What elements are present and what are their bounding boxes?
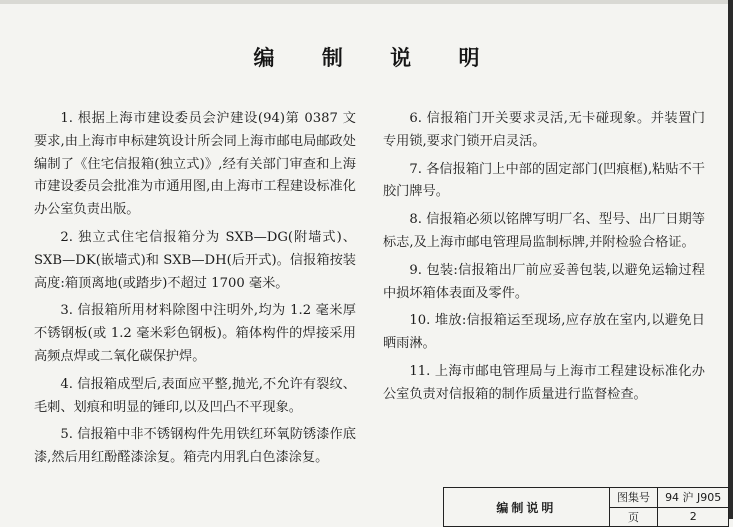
note-6: 6. 信报箱门开关要求灵活,无卡碰现象。并装置门专用锁,要求门锁开启灵活。 [383,111,705,149]
note-10: 10. 堆放:信报箱运至现场,应存放在室内,以避免日晒雨淋。 [383,313,705,352]
note-3: 3. 信报箱所用材料除图中注明外,均为 1.2 毫米厚不锈钢板(或 1.2 毫米彩色钢板)。箱体构件的焊接采用高频点焊或二氧化碳保护焊。 [34,303,356,364]
page-edge [0,0,733,4]
atlas-number-value: 94 沪 J905 [658,488,729,508]
note-4: 4. 信报箱成型后,表面应平整,抛光,不允许有裂纹、毛刺、划痕和明显的锤印,以及凹凸不平现象。 [34,376,356,415]
note-8: 8. 信报箱必须以铭牌写明厂名、型号、出厂日期等标志,及上海市邮电管理局监制标牌,并附检验合格证。 [383,212,705,250]
note-11: 11. 上海市邮电管理局与上海市工程建设标准化办公室负责对信报箱的制作质量进行监督检查。 [383,363,705,402]
note-9: 9. 包装:信报箱出厂前应妥善包装,以避免运输过程中损坏箱体表面及零件。 [383,262,705,301]
note-1: 1. 根据上海市建设委员会沪建设(94)第 0387 文要求,由上海市申标建筑设计所会同上海市邮电局邮政处编制了《住宅信报箱(独立式)》,经有关部门审查和上海市建设委员会批准为市通用图,由上海市工程建设标准化办公室负责出版。 [34,111,356,218]
atlas-number-label: 图集号 [609,488,658,508]
title-block [443,487,729,527]
note-5: 5. 信报箱中非不锈钢构件先用铁红环氧防锈漆作底漆,然后用红酚醛漆涂复。箱壳内用乳白色漆涂复。 [34,427,356,466]
page-number: 2 [658,507,729,527]
note-2: 2. 独立式住宅信报箱分为 SXB—DG(附墙式)、SXB—DK(嵌墙式)和 SXB—DH(后开式)。信报箱按装高度:箱顶离地(或踏步)不超过 1700 毫米。 [34,229,356,291]
left-column [34,108,356,475]
right-column [383,108,705,412]
page-edge-right [728,0,733,519]
note-7: 7. 各信报箱门上中部的固定部门(凹痕框),粘贴不干胶门牌号。 [383,161,705,200]
drawing-name: 编制说明 [444,488,610,527]
page-title: 编 制 说 明 [253,46,500,70]
page-label: 页 [609,507,658,527]
